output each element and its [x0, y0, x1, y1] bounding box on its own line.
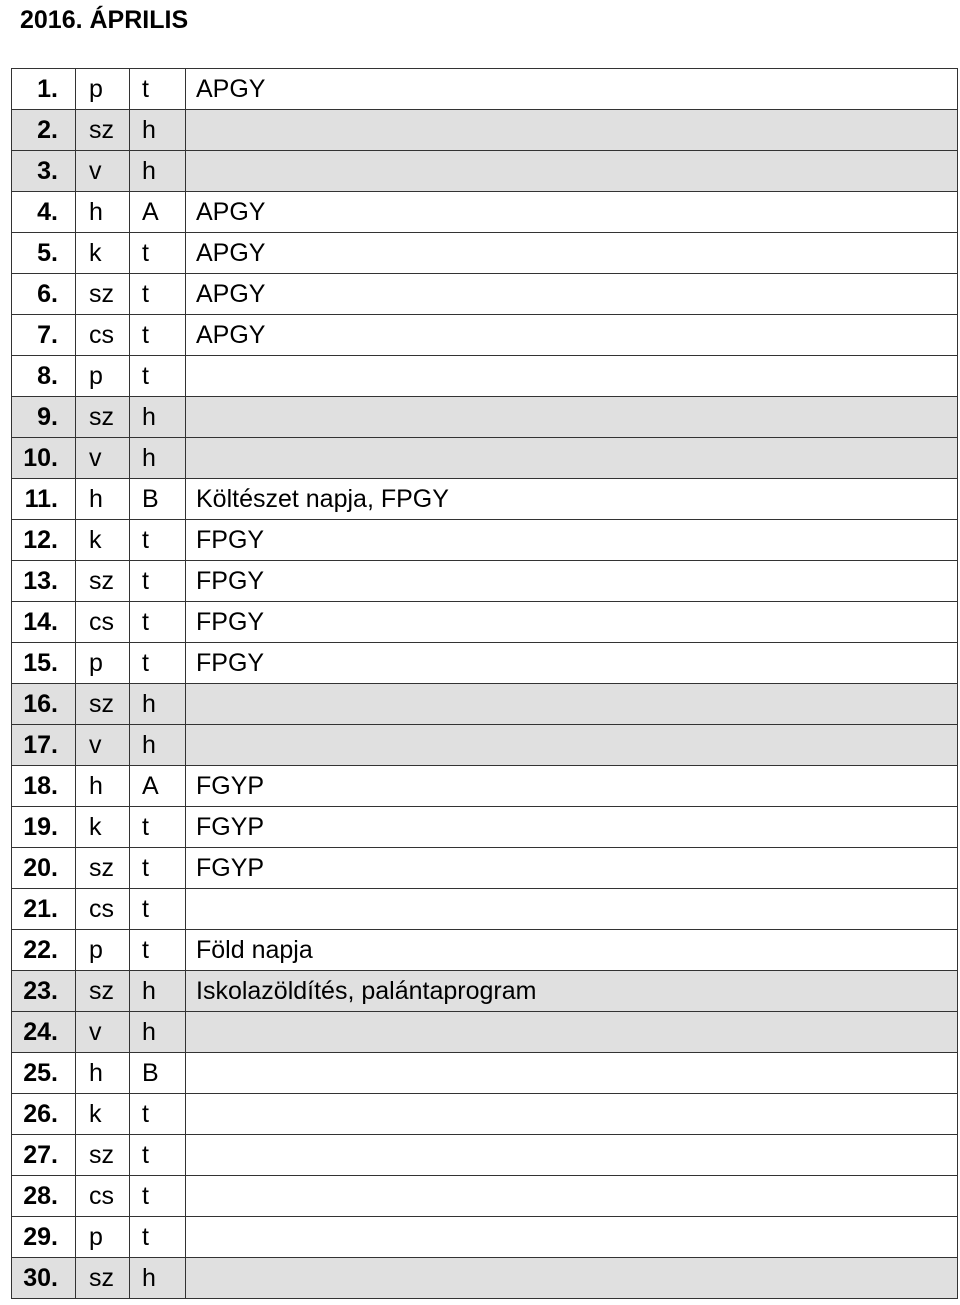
- day-number-cell: 12.: [12, 520, 76, 561]
- table-row: [12, 1217, 958, 1258]
- day-number-cell: 9.: [12, 397, 76, 438]
- day-number-cell: 19.: [12, 807, 76, 848]
- day-type-cell: B: [130, 479, 186, 520]
- event-note-cell: [186, 1053, 958, 1094]
- day-type-cell: t: [130, 643, 186, 684]
- day-type-cell: h: [130, 1258, 186, 1299]
- event-note-cell: FPGY: [186, 602, 958, 643]
- calendar-table: [11, 68, 958, 1299]
- event-note-cell: [186, 397, 958, 438]
- day-number-cell: 8.: [12, 356, 76, 397]
- weekday-cell: h: [76, 192, 130, 233]
- day-type-cell: t: [130, 1094, 186, 1135]
- day-type-cell: t: [130, 69, 186, 110]
- event-note-cell: APGY: [186, 233, 958, 274]
- weekday-cell: v: [76, 725, 130, 766]
- day-number-cell: 20.: [12, 848, 76, 889]
- day-type-cell: h: [130, 397, 186, 438]
- table-row: [12, 356, 958, 397]
- weekday-cell: p: [76, 930, 130, 971]
- day-type-cell: t: [130, 930, 186, 971]
- day-number-cell: 28.: [12, 1176, 76, 1217]
- day-number-cell: 14.: [12, 602, 76, 643]
- day-number-cell: 2.: [12, 110, 76, 151]
- day-number-cell: 3.: [12, 151, 76, 192]
- day-type-cell: h: [130, 110, 186, 151]
- day-number-cell: 21.: [12, 889, 76, 930]
- day-number-cell: 27.: [12, 1135, 76, 1176]
- weekday-cell: v: [76, 151, 130, 192]
- table-row: [12, 192, 958, 233]
- event-note-cell: Föld napja: [186, 930, 958, 971]
- table-row: [12, 1135, 958, 1176]
- day-type-cell: t: [130, 274, 186, 315]
- table-row: [12, 315, 958, 356]
- day-number-cell: 16.: [12, 684, 76, 725]
- table-row: [12, 1094, 958, 1135]
- day-number-cell: 30.: [12, 1258, 76, 1299]
- event-note-cell: [186, 438, 958, 479]
- day-type-cell: h: [130, 684, 186, 725]
- table-row: [12, 520, 958, 561]
- event-note-cell: FPGY: [186, 561, 958, 602]
- event-note-cell: APGY: [186, 69, 958, 110]
- day-number-cell: 17.: [12, 725, 76, 766]
- day-type-cell: h: [130, 725, 186, 766]
- table-row: [12, 561, 958, 602]
- day-number-cell: 24.: [12, 1012, 76, 1053]
- weekday-cell: sz: [76, 971, 130, 1012]
- weekday-cell: k: [76, 807, 130, 848]
- weekday-cell: h: [76, 766, 130, 807]
- weekday-cell: sz: [76, 397, 130, 438]
- table-row: [12, 684, 958, 725]
- table-row: [12, 930, 958, 971]
- day-number-cell: 7.: [12, 315, 76, 356]
- weekday-cell: sz: [76, 684, 130, 725]
- day-number-cell: 13.: [12, 561, 76, 602]
- event-note-cell: [186, 1135, 958, 1176]
- table-row: [12, 643, 958, 684]
- table-row: [12, 69, 958, 110]
- page-title: 2016. ÁPRILIS: [20, 6, 189, 34]
- event-note-cell: APGY: [186, 315, 958, 356]
- table-row: [12, 479, 958, 520]
- weekday-cell: p: [76, 69, 130, 110]
- event-note-cell: [186, 1176, 958, 1217]
- event-note-cell: [186, 889, 958, 930]
- weekday-cell: cs: [76, 602, 130, 643]
- table-row: [12, 848, 958, 889]
- day-type-cell: h: [130, 438, 186, 479]
- table-row: [12, 1258, 958, 1299]
- weekday-cell: k: [76, 1094, 130, 1135]
- event-note-cell: [186, 1258, 958, 1299]
- event-note-cell: [186, 110, 958, 151]
- day-type-cell: t: [130, 602, 186, 643]
- table-row: [12, 602, 958, 643]
- day-number-cell: 15.: [12, 643, 76, 684]
- day-type-cell: t: [130, 807, 186, 848]
- table-row: [12, 274, 958, 315]
- day-type-cell: t: [130, 315, 186, 356]
- day-type-cell: t: [130, 1217, 186, 1258]
- table-row: [12, 233, 958, 274]
- weekday-cell: k: [76, 233, 130, 274]
- day-type-cell: t: [130, 520, 186, 561]
- day-type-cell: t: [130, 1135, 186, 1176]
- day-type-cell: h: [130, 151, 186, 192]
- table-row: [12, 151, 958, 192]
- weekday-cell: sz: [76, 848, 130, 889]
- event-note-cell: [186, 1094, 958, 1135]
- day-number-cell: 22.: [12, 930, 76, 971]
- event-note-cell: [186, 356, 958, 397]
- event-note-cell: Költészet napja, FPGY: [186, 479, 958, 520]
- weekday-cell: p: [76, 1217, 130, 1258]
- table-row: [12, 971, 958, 1012]
- weekday-cell: h: [76, 1053, 130, 1094]
- day-number-cell: 23.: [12, 971, 76, 1012]
- event-note-cell: FPGY: [186, 643, 958, 684]
- event-note-cell: APGY: [186, 274, 958, 315]
- weekday-cell: cs: [76, 889, 130, 930]
- day-type-cell: B: [130, 1053, 186, 1094]
- event-note-cell: [186, 725, 958, 766]
- day-type-cell: t: [130, 561, 186, 602]
- day-type-cell: A: [130, 192, 186, 233]
- weekday-cell: sz: [76, 110, 130, 151]
- day-type-cell: t: [130, 1176, 186, 1217]
- event-note-cell: APGY: [186, 192, 958, 233]
- weekday-cell: k: [76, 520, 130, 561]
- table-row: [12, 725, 958, 766]
- day-number-cell: 26.: [12, 1094, 76, 1135]
- day-number-cell: 18.: [12, 766, 76, 807]
- day-number-cell: 4.: [12, 192, 76, 233]
- event-note-cell: FPGY: [186, 520, 958, 561]
- weekday-cell: sz: [76, 1135, 130, 1176]
- table-row: [12, 110, 958, 151]
- day-number-cell: 11.: [12, 479, 76, 520]
- event-note-cell: FGYP: [186, 766, 958, 807]
- day-number-cell: 5.: [12, 233, 76, 274]
- table-row: [12, 766, 958, 807]
- table-row: [12, 889, 958, 930]
- day-type-cell: h: [130, 971, 186, 1012]
- day-type-cell: A: [130, 766, 186, 807]
- day-type-cell: h: [130, 1012, 186, 1053]
- calendar-body: [12, 69, 958, 1299]
- day-number-cell: 29.: [12, 1217, 76, 1258]
- day-type-cell: t: [130, 356, 186, 397]
- day-number-cell: 1.: [12, 69, 76, 110]
- event-note-cell: FGYP: [186, 848, 958, 889]
- table-row: [12, 1053, 958, 1094]
- event-note-cell: [186, 151, 958, 192]
- weekday-cell: cs: [76, 1176, 130, 1217]
- table-row: [12, 438, 958, 479]
- weekday-cell: sz: [76, 561, 130, 602]
- weekday-cell: p: [76, 643, 130, 684]
- weekday-cell: p: [76, 356, 130, 397]
- table-row: [12, 807, 958, 848]
- table-row: [12, 1176, 958, 1217]
- day-number-cell: 10.: [12, 438, 76, 479]
- event-note-cell: [186, 1217, 958, 1258]
- weekday-cell: v: [76, 1012, 130, 1053]
- day-number-cell: 25.: [12, 1053, 76, 1094]
- weekday-cell: h: [76, 479, 130, 520]
- weekday-cell: cs: [76, 315, 130, 356]
- event-note-cell: [186, 684, 958, 725]
- weekday-cell: sz: [76, 1258, 130, 1299]
- event-note-cell: FGYP: [186, 807, 958, 848]
- day-type-cell: t: [130, 848, 186, 889]
- weekday-cell: v: [76, 438, 130, 479]
- table-row: [12, 397, 958, 438]
- day-type-cell: t: [130, 889, 186, 930]
- weekday-cell: sz: [76, 274, 130, 315]
- table-row: [12, 1012, 958, 1053]
- event-note-cell: Iskolazöldítés, palántaprogram: [186, 971, 958, 1012]
- day-number-cell: 6.: [12, 274, 76, 315]
- day-type-cell: t: [130, 233, 186, 274]
- event-note-cell: [186, 1012, 958, 1053]
